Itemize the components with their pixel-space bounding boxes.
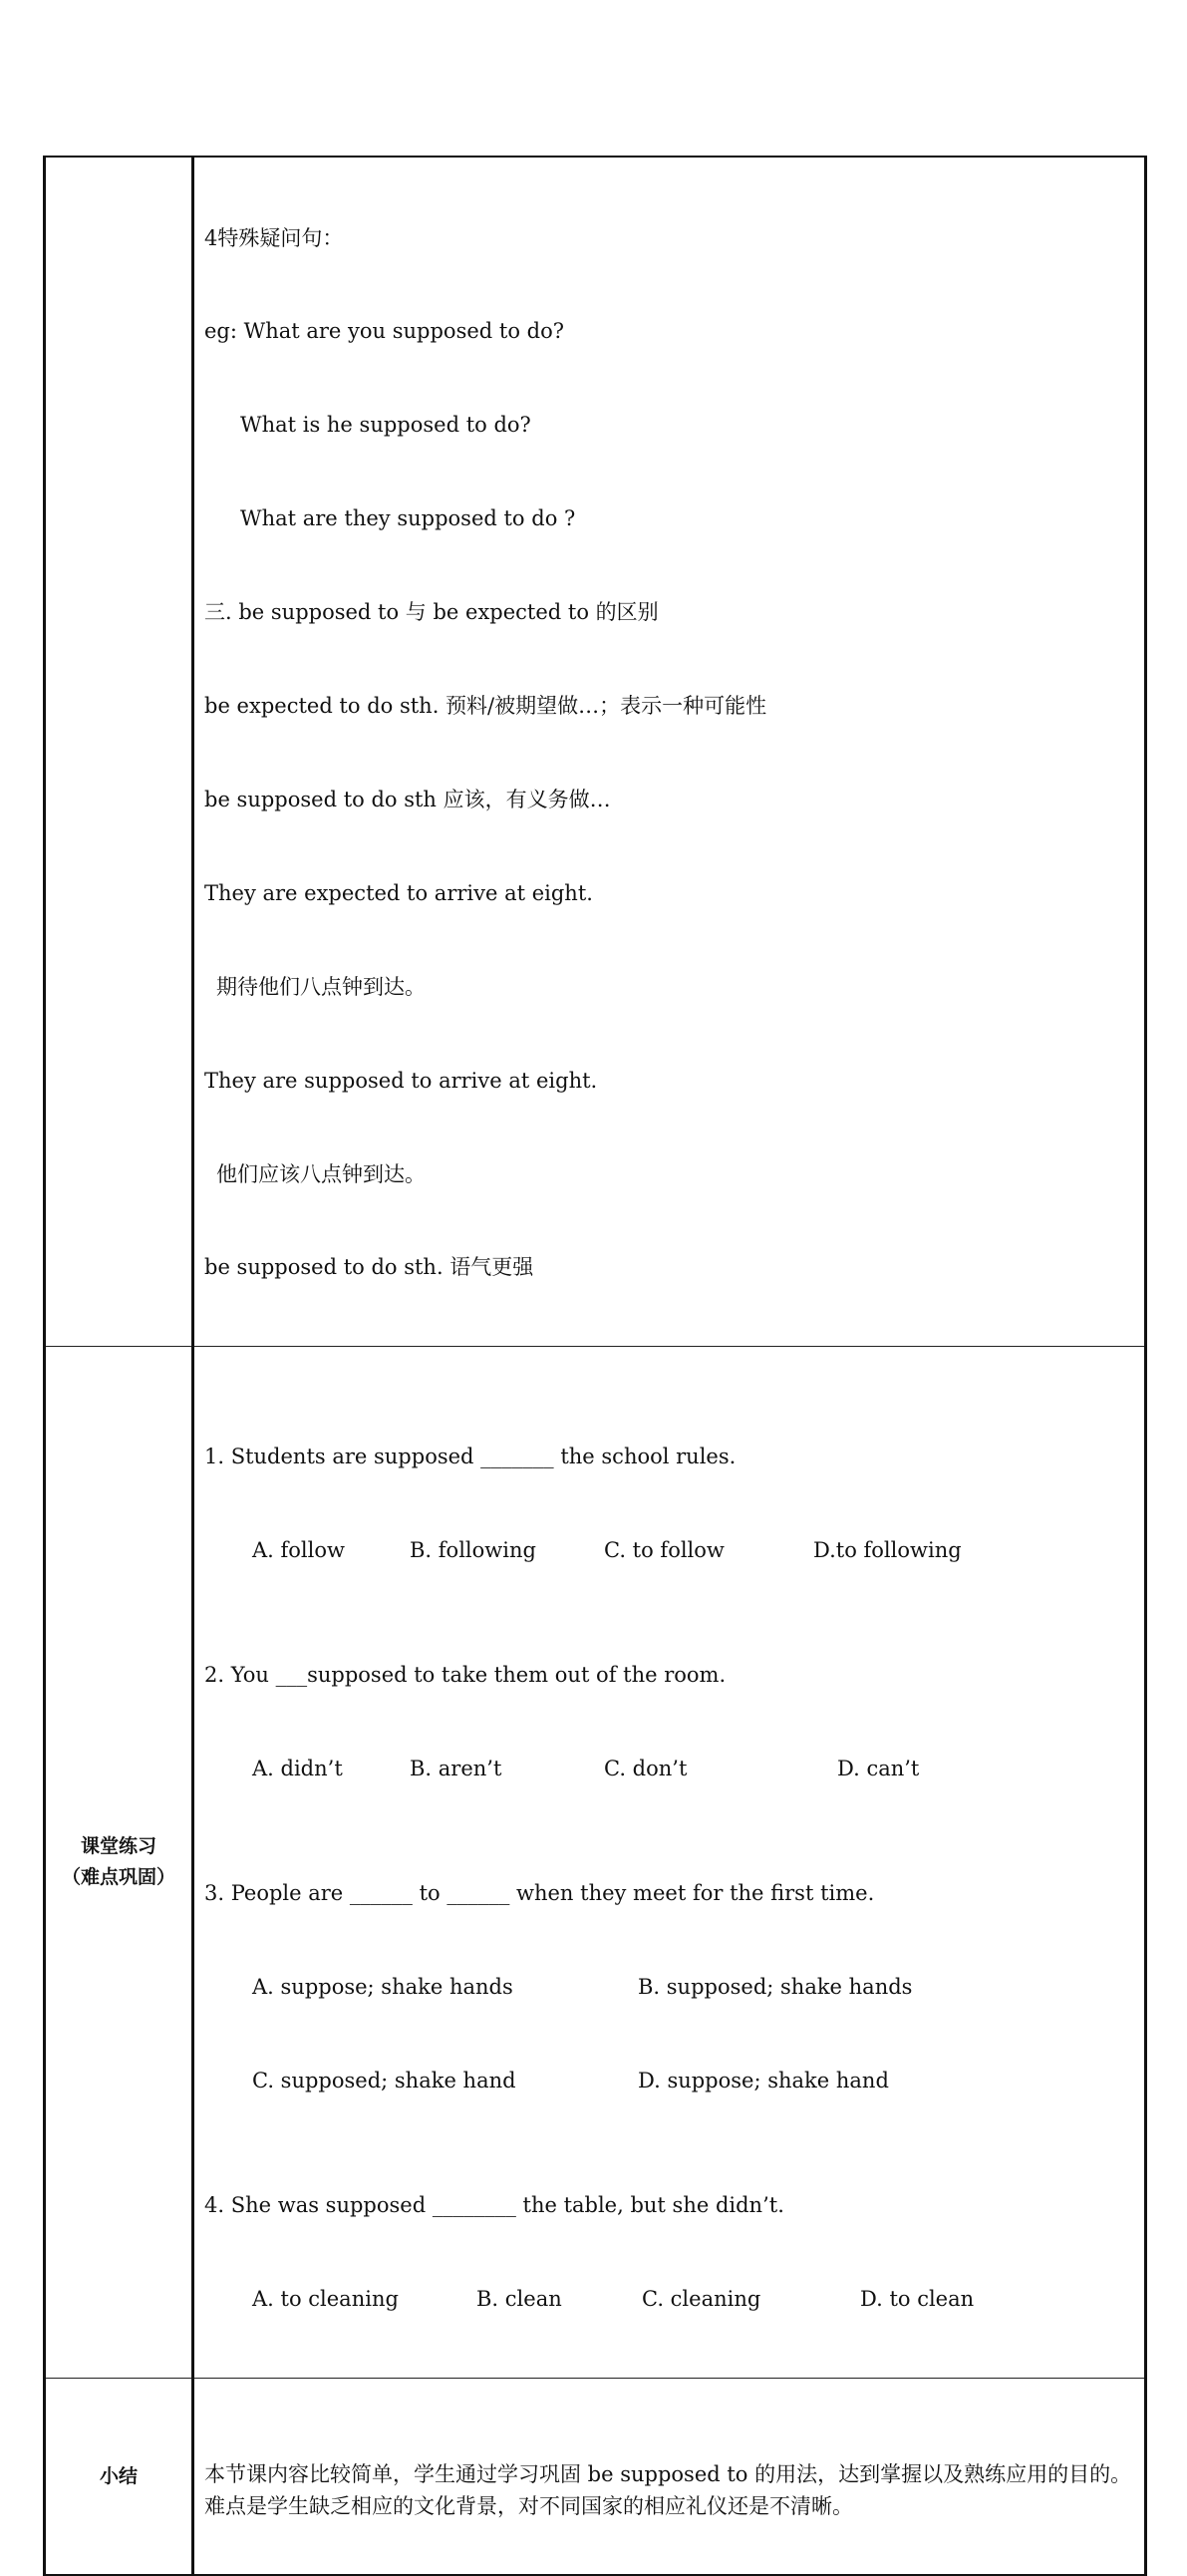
practice-sublabel: （难点巩固） (61, 1866, 175, 1889)
question-options (204, 1754, 1134, 1784)
grammar-line: They are expected to arrive at eight. (204, 880, 593, 905)
option: A. follow (252, 1537, 345, 1562)
question-options (204, 1972, 1134, 2003)
exercise-list (194, 1347, 1144, 2378)
practice-label-cell (45, 1347, 193, 2379)
grammar-line: eg: What are you supposed to do? (204, 319, 564, 344)
grammar-line: be expected to do sth. 预料/被期望做…；表示一种可能性 (204, 694, 767, 719)
question-stem: 4. She was supposed ________ the table, but she didn’t. (204, 2193, 784, 2217)
question-stem: 2. You ___supposed to take them out of the room. (204, 1662, 727, 1687)
grammar-row (45, 157, 1146, 1347)
grammar-notes (194, 158, 1144, 1346)
practice-content-cell (193, 1347, 1146, 2379)
question-options (204, 1535, 1134, 1566)
summary-label-cell (45, 2378, 193, 2575)
summary-text: 本节课内容比较简单，学生通过学习巩固 be supposed to 的用法，达到掌握以及熟练应用的目的。难点是学生缺乏相应的文化背景，对不同国家的相应礼仪还是不清晰。 (204, 2461, 1132, 2518)
option: D.to following (813, 1537, 962, 1562)
grammar-line: be supposed to do sth. 语气更强 (204, 1255, 534, 1280)
option: B. aren’t (410, 1756, 502, 1780)
option: B. following (410, 1537, 536, 1562)
grammar-content-cell (193, 157, 1146, 1347)
grammar-label-cell (45, 157, 193, 1347)
option: B. clean (476, 2286, 562, 2311)
grammar-line: 期待他们八点钟到达。 (216, 974, 426, 999)
option: C. to follow (604, 1537, 725, 1562)
option: B. supposed; shake hands (638, 1974, 913, 1999)
question-options (204, 2066, 1134, 2096)
option: C. cleaning (642, 2286, 761, 2311)
option: A. didn’t (252, 1756, 343, 1780)
grammar-line: 4特殊疑问句： (204, 225, 344, 250)
question-stem: 3. People are ______ to ______ when they meet for the first time. (204, 1881, 875, 1906)
option: A. suppose; shake hands (252, 1974, 513, 1999)
practice-row (45, 1347, 1146, 2379)
option: C. don’t (604, 1756, 688, 1780)
summary-label: 小结 (99, 2464, 138, 2487)
summary-content-cell (193, 2378, 1146, 2575)
question-options (204, 2284, 1134, 2315)
grammar-line: They are supposed to arrive at eight. (204, 1068, 598, 1093)
grammar-line: 他们应该八点钟到达。 (216, 1161, 426, 1186)
grammar-line: What are they supposed to do ? (240, 506, 576, 531)
option: D. to clean (860, 2286, 975, 2311)
option: A. to cleaning (252, 2286, 399, 2311)
grammar-line: 三. be supposed to 与 be expected to 的区别 (204, 600, 659, 625)
option: D. can’t (837, 1756, 920, 1780)
summary-row (45, 2378, 1146, 2575)
practice-label: 课堂练习 (80, 1835, 156, 1858)
option: C. supposed; shake hand (252, 2068, 516, 2093)
grammar-line: What is he supposed to do? (240, 413, 531, 438)
grammar-line: be supposed to do sth 应该，有义务做… (204, 787, 611, 811)
option: D. suppose; shake hand (638, 2068, 889, 2093)
question-stem: 1. Students are supposed _______ the school rules. (204, 1444, 737, 1468)
lesson-plan-table (43, 156, 1147, 2576)
